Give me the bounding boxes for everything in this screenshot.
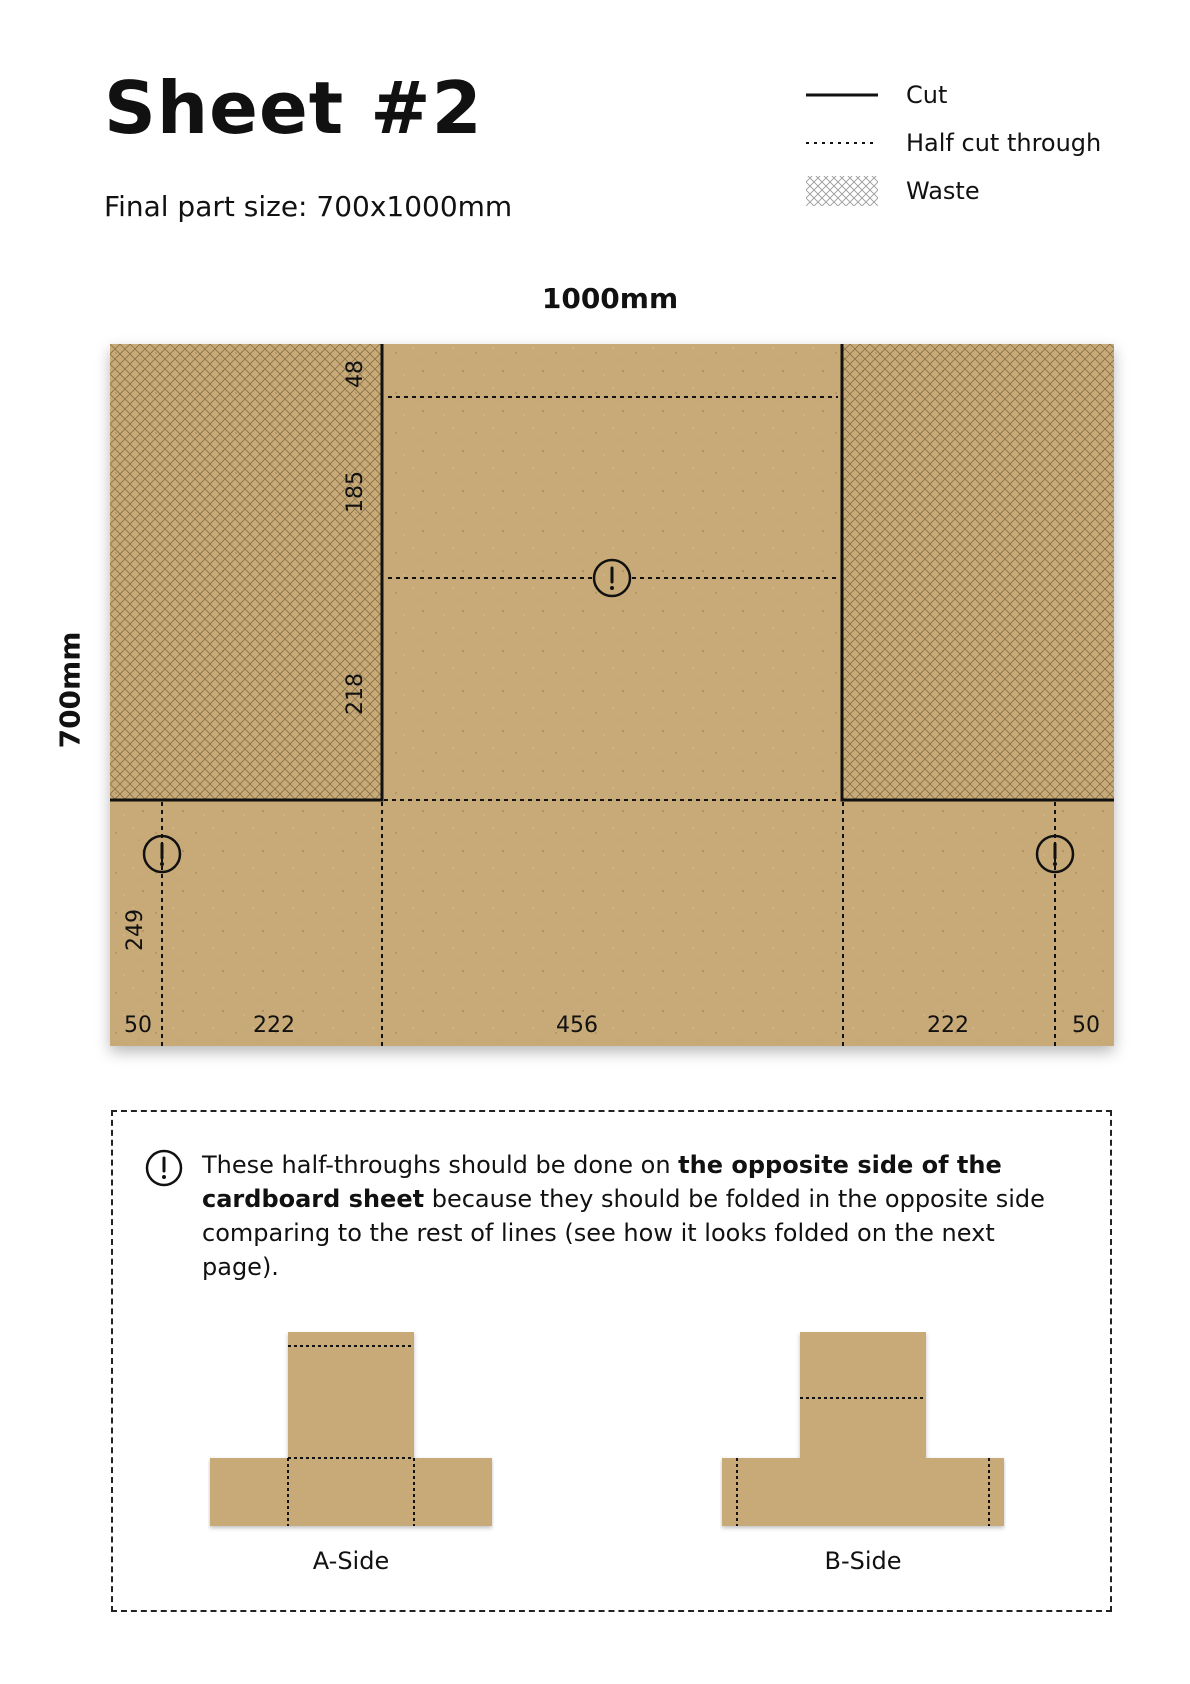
a-side-label: A-Side [312,1547,390,1575]
warning-icon [144,1148,184,1188]
dim-label-50-left: 50 [124,1013,152,1038]
final-part-size: Final part size: 700x1000mm [104,190,513,223]
sheet-height-label: 700mm [53,631,87,749]
solid-line-icon [806,78,878,112]
a-side-illustration [208,1332,494,1532]
waste-region-right [842,344,1114,800]
crosshatch-pattern-icon [806,174,878,208]
cardboard-sheet-diagram [110,344,1114,1046]
dim-label-456: 456 [556,1013,598,1038]
dim-label-222-left: 222 [253,1013,295,1038]
note-text-end: because they should be folded in the opposite side comparing to the rest of lines (see how it looks folded on the next page). [202,1185,1045,1281]
page-title: Sheet #2 [104,66,483,150]
legend-label: Waste [906,177,980,205]
dim-label-185: 185 [343,471,368,513]
sheet-height-wrap [40,560,100,820]
dotted-line-icon [806,126,878,160]
b-side-illustration [720,1332,1006,1532]
dim-label-222-right: 222 [927,1013,969,1038]
legend-label: Cut [906,81,948,109]
dim-label-50-right: 50 [1072,1013,1100,1038]
note-text-start: These half-throughs should be done on [202,1151,679,1179]
sheet-width-label: 1000mm [541,282,679,315]
dim-label-249: 249 [123,909,148,951]
sheet-svg [110,344,1114,1046]
dim-label-48: 48 [343,360,368,388]
dim-label-218: 218 [343,673,368,715]
legend-label: Half cut through [906,129,1102,157]
note-text-bold: the opposite side of the cardboard sheet [202,1151,1002,1213]
waste-region-left [110,344,382,800]
legend-item-half-cut [806,126,1136,160]
legend-item-waste [806,174,1136,208]
a-side-shape [210,1332,492,1526]
note-text [202,1148,1062,1284]
legend-item-cut [806,78,1136,112]
b-side-label: B-Side [824,1547,902,1575]
b-side-shape [722,1332,1004,1526]
